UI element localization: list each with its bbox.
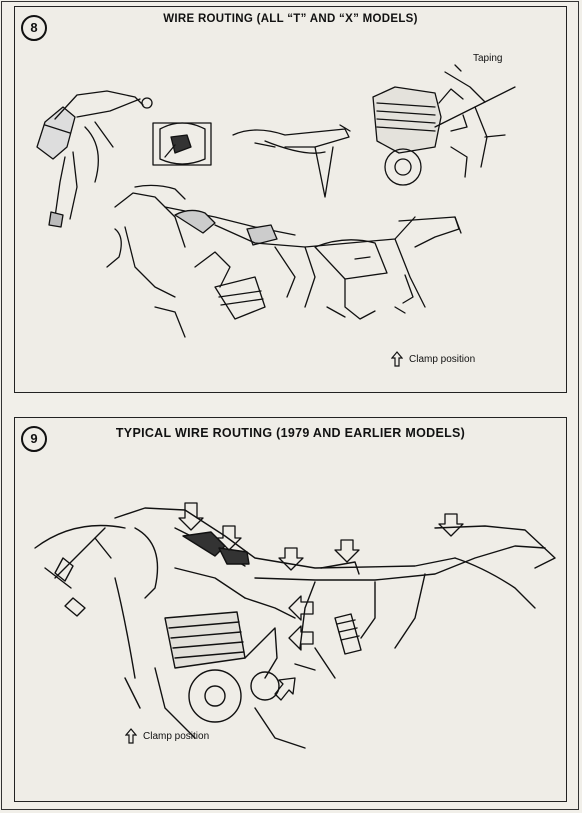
legend-label: Clamp position [409, 353, 476, 365]
legend-label: Clamp position [143, 730, 210, 742]
figure-number: 9 [21, 426, 47, 452]
front-fork-illustration [35, 526, 140, 709]
figure-title: TYPICAL WIRE ROUTING (1979 AND EARLIER MODELS) [115, 426, 466, 440]
wire-routing-diagram-t-x [15, 7, 568, 394]
figure-9-panel [14, 417, 567, 802]
rear-suspension-illustration [295, 614, 361, 678]
clamp-arrow-5 [439, 514, 463, 536]
typical-wire-routing-diagram [15, 418, 568, 803]
up-arrow-icon [391, 351, 403, 367]
clamp-arrow-1 [179, 503, 203, 530]
clamp-arrow-3 [279, 548, 303, 570]
clamp-arrow-4 [335, 540, 359, 562]
up-arrow-icon [125, 728, 137, 744]
frame-seat-detail [233, 125, 350, 197]
legend [125, 728, 209, 744]
legend [391, 351, 475, 367]
figure-title: WIRE ROUTING (ALL “T” AND “X” MODELS) [163, 13, 418, 25]
taping-label: Taping [473, 53, 503, 64]
figure-number: 8 [21, 15, 47, 41]
figure-8-panel [14, 6, 567, 393]
main-frame-wiring-illustration [107, 185, 461, 337]
handlebar-detail-illustration [37, 91, 152, 227]
engine-detail-illustration [373, 65, 515, 185]
ignition-unit-detail [153, 123, 211, 165]
